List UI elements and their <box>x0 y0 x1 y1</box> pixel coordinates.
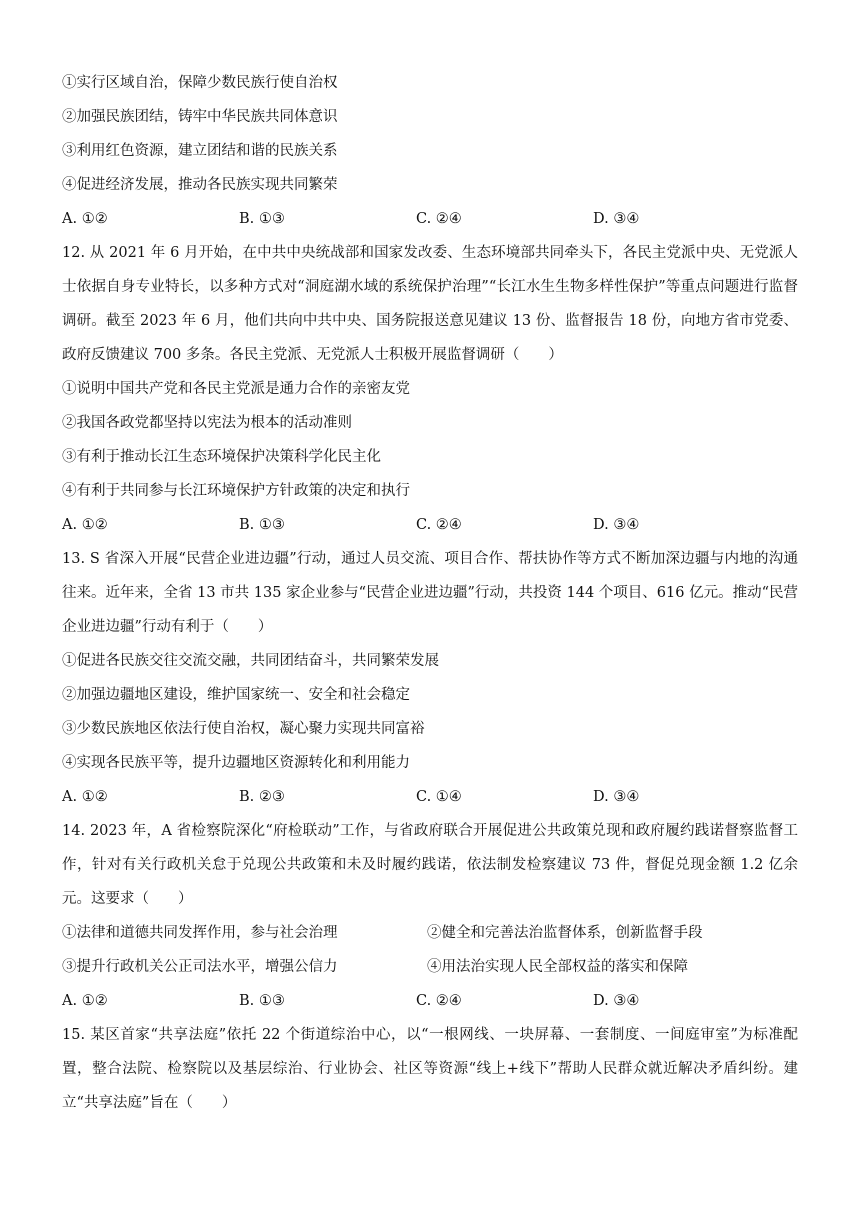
q14-stem: 14. 2023 年，A 省检察院深化“府检联动”工作，与省政府联合开展促进公共政策兑现和政府履约践诺督察监督工作，针对有关行政机关怠于兑现公共政策和未及时履约践诺，依法制发检察建议 73 件，督促兑现金额 1.2 亿余元。这要求（ ） <box>62 823 798 907</box>
q13-option-a: A. ①② <box>62 789 108 805</box>
q12-item-4: ④有利于共同参与长江环境保护方针政策的决定和执行 <box>62 483 410 499</box>
q14-item-3: ③提升行政机关公正司法水平，增强公信力 <box>62 959 338 975</box>
q11-option-d: D. ③④ <box>593 211 640 227</box>
q13-option-d: D. ③④ <box>593 789 640 805</box>
q12-option-c: C. ②④ <box>416 517 462 533</box>
q11-options <box>62 202 798 236</box>
q15-stem: 15. 某区首家“共享法庭”依托 22 个街道综治中心，以“一根网线、一块屏幕、一套制度、一间庭审室”为标准配置，整合法院、检察院以及基层综治、行业协会、社区等资源“线上+线下”帮助人民群众就近解决矛盾纠纷。建立“共享法庭”旨在（ ） <box>62 1027 798 1111</box>
exam-page <box>62 66 798 1120</box>
q12-option-a: A. ①② <box>62 517 108 533</box>
q14-option-b: B. ①③ <box>239 993 285 1009</box>
q14-items-row-1 <box>62 916 798 950</box>
question-15 <box>62 1018 798 1120</box>
q14-option-d: D. ③④ <box>593 993 640 1009</box>
q14-options <box>62 984 798 1018</box>
q11-item-2: ②加强民族团结，铸牢中华民族共同体意识 <box>62 109 338 125</box>
q14-items-row-2 <box>62 950 798 984</box>
q12-stem: 12. 从 2021 年 6 月开始，在中共中央统战部和国家发改委、生态环境部共同牵头下，各民主党派中央、无党派人士依据自身专业特长，以多种方式对“洞庭湖水域的系统保护治理”“长江水生生物多样性保护”等重点问题进行监督调研。截至 2023 年 6 月，他们共向中共中央、国务院报送意见建议 13 份、监督报告 18 份，向地方省市党委、政府反馈建议 700 多条。各民主党派、无党派人士积极开展监督调研（ ） <box>62 245 798 363</box>
question-13 <box>62 542 798 814</box>
q12-option-d: D. ③④ <box>593 517 640 533</box>
question-14 <box>62 814 798 1018</box>
q11-item-4: ④促进经济发展，推动各民族实现共同繁荣 <box>62 177 338 193</box>
q12-item-3: ③有利于推动长江生态环境保护决策科学化民主化 <box>62 449 381 465</box>
q12-option-b: B. ①③ <box>239 517 285 533</box>
q12-item-2: ②我国各政党都坚持以宪法为根本的活动准则 <box>62 415 352 431</box>
q11-option-c: C. ②④ <box>416 211 462 227</box>
q12-options <box>62 508 798 542</box>
q13-item-2: ②加强边疆地区建设，维护国家统一、安全和社会稳定 <box>62 687 410 703</box>
q12-item-1: ①说明中国共产党和各民主党派是通力合作的亲密友党 <box>62 381 410 397</box>
q13-item-1: ①促进各民族交往交流交融，共同团结奋斗，共同繁荣发展 <box>62 653 439 669</box>
question-12 <box>62 236 798 542</box>
q11-item-1: ①实行区域自治，保障少数民族行使自治权 <box>62 75 338 91</box>
q13-options <box>62 780 798 814</box>
q14-option-a: A. ①② <box>62 993 108 1009</box>
q14-item-2: ②健全和完善法治监督体系，创新监督手段 <box>427 925 703 941</box>
q11-item-3: ③利用红色资源，建立团结和谐的民族关系 <box>62 143 338 159</box>
q13-item-4: ④实现各民族平等，提升边疆地区资源转化和利用能力 <box>62 755 410 771</box>
q13-option-b: B. ②③ <box>239 789 285 805</box>
q13-item-3: ③少数民族地区依法行使自治权，凝心聚力实现共同富裕 <box>62 721 425 737</box>
q11-option-a: A. ①② <box>62 211 108 227</box>
q14-item-4: ④用法治实现人民全部权益的落实和保障 <box>427 959 688 975</box>
q14-item-1: ①法律和道德共同发挥作用，参与社会治理 <box>62 925 338 941</box>
q11-option-b: B. ①③ <box>239 211 285 227</box>
q13-option-c: C. ①④ <box>416 789 462 805</box>
question-11 <box>62 66 798 236</box>
q14-option-c: C. ②④ <box>416 993 462 1009</box>
q13-stem: 13. S 省深入开展“民营企业进边疆”行动，通过人员交流、项目合作、帮扶协作等方式不断加深边疆与内地的沟通往来。近年来，全省 13 市共 135 家企业参与“民营企业进边疆”行动，共投资 144 个项目、616 亿元。推动“民营企业进边疆”行动有利于（ ） <box>62 551 798 635</box>
